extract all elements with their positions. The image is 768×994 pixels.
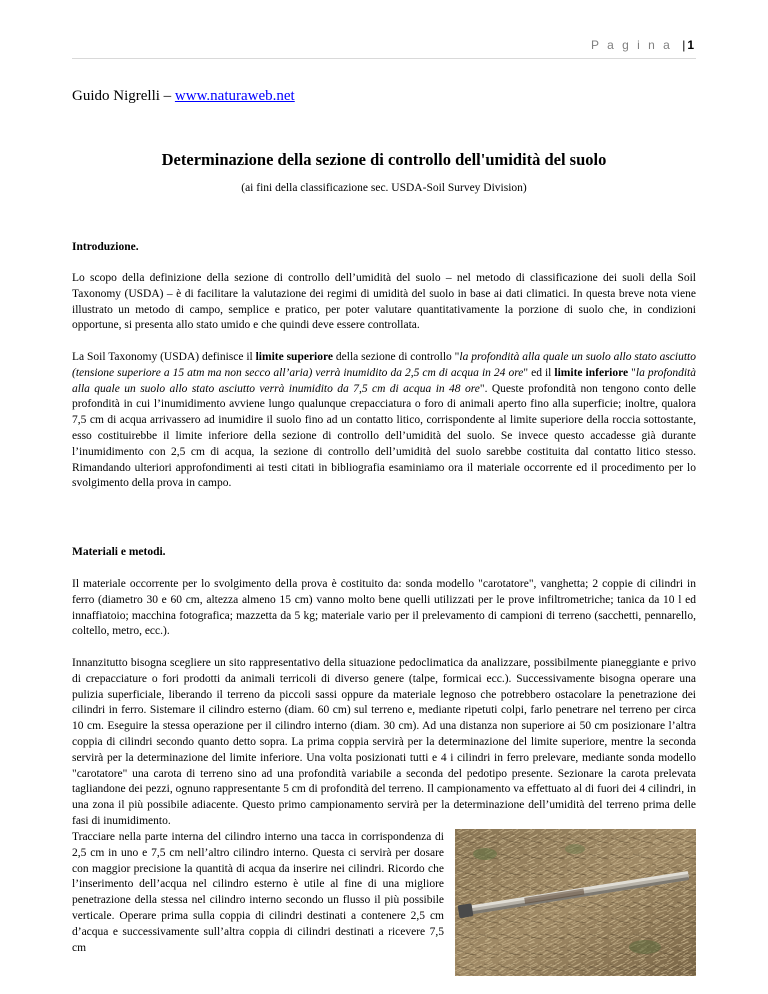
paragraph-text: Innanzitutto bisogna scegliere un sito rappresentativo della situazione pedoclimatica da analizzare, possibilmente pianeggiante e privo di crepacciature o fori prodotti da animali terricoli di diverso genere (talpe, formicai ecc.). Successivamente bisogna operare una pulizia superficiale, liberando il terreno da piccoli sassi oppure da materiale legnoso che potrebbero ostacolare la penetrazione dei cilindri in ferro. Sistemare il cilindro esterno (diam. 60 cm) sul terreno e, mediante ripetuti colpi, farlo penetrare nel terreno per circa 10 cm. Eseguire la stessa operazione per il cilindro interno (diam. 30 cm). Ad una distanza non superiore ai 50 cm posizionare l’altra coppia di cilindri secondo quanto detto sopra. La prima coppia servirà per la determinazione del limite superiore, mentre la seconda servirà per la determinazione del limite inferiore. Una volta posizionati tutti e 4 i cilindri in ferro prelevare, mediante sonda modello "carotatore" una carota di terreno sino ad una profondità variabile a seconda del pedotipo presente. Sezionare la carota prelevata tagliandone dei pezzi, ognuno rappresentante 5 cm di profondità del terreno. Il campionamento va effettuato al di fuori dei 4 cilindri, in una zona il più possibile adiacente. Questo primo campionamento servirà per la determinazione dell’umidità del terreno prima delle fasi di inumidimento. — [72, 657, 696, 827]
paragraph-intro-2 — [72, 350, 696, 492]
paragraph-text: Il materiale occorrente per lo svolgimento della prova è costituito da: sonda modello "carotatore", vanghetta; 2 coppie di cilindri in ferro (diametro 30 e 60 cm, altezza almeno 15 cm) vanno molto bene quelli utilizzati per le prove infiltrometriche; tanica da 10 l ed innaffiatoio; macchina fotografica; mazzetta da 5 kg; materiale vario per il prelevamento di campioni di terreno (sacchetti, pennarello, coltello, metro, ecc.). — [72, 578, 696, 638]
soil-photo-image — [455, 829, 696, 976]
definition-upper-limit: la profondità alla quale un suolo allo stato asciutto (tensione superiore a 15 atm ma non secco all’aria) verrà inumidito da 2,5 cm di acqua in 24 ore — [72, 351, 696, 379]
paragraph-text: Lo scopo della definizione della sezione di controllo dell’umidità del suolo – nel metodo di classificazione dei suoli della Soil Taxonomy (USDA) – è di facilitare la valutazione dei regimi di umidità del suolo in base ai dati climatici. In questa breve nota viene illustrato un metodo di campo, semplice e pratico, per poter valutare quantitativamente la porzione di suolo che, in condizioni opportune, si presenta allo stato umido e che quindi deve essere controllata. — [72, 272, 696, 332]
text-run: " — [628, 366, 636, 379]
text-run: " ed il — [523, 366, 555, 379]
author-name: Guido Nigrelli – — [72, 88, 175, 104]
page-header — [394, 38, 694, 52]
text-run: La Soil Taxonomy (USDA) definisce il — [72, 351, 256, 363]
text-run: della sezione di controllo " — [333, 351, 460, 363]
paragraph-cylinders — [72, 830, 444, 956]
term-upper-limit: limite superiore — [255, 351, 334, 363]
author-line — [72, 88, 295, 105]
text-run: ". Queste profondità non tengono conto delle profondità in cui l’inumidimento avviene lungo qualunque crepacciatura o foro di animali aperto fino alla superficie; inoltre, qualora 7,5 cm di acqua arrivassero ad inumidire il suolo fino ad un contatto litico, corrispondente al limite superiore della roccia sottostante, esso costituirebbe il limite inferiore della sezione di controllo dell’umidità del suolo. Se invece questo accadesse già durante l’inumidimento con 2,5 cm di acqua, la sezione di controllo dell’umidità del suolo sarebbe costituita dal contatto litico stesso. Rimandando ulteriori approfondimenti ai testi citati in bibliografia esaminiamo ora il materiale occorrente ed il procedimento per lo svolgimento della prova in campo. — [72, 382, 696, 490]
paragraph-materials — [72, 577, 696, 640]
section-heading-introduction: Introduzione. — [72, 241, 139, 253]
term-lower-limit: limite inferiore — [554, 366, 629, 379]
page-separator: | — [682, 38, 686, 52]
paragraph-text: Tracciare nella parte interna del cilindro interno una tacca in corrispondenza di 2,5 cm in uno e 7,5 cm nell’altro cilindro interno. Questa ci servirà per dosare con maggior precisione la quantità di acqua da inserire nei cilindri. Ricordo che l’inserimento dell’acqua nel cilindro esterno è utile al fine di una migliore penetrazione della stessa nel cilindro interno secondo un flusso il più possibile verticale. Operare prima sulla coppia di cilindri destinati a contenere 2,5 cm d’acqua e successivamente sull’altra coppia di cilindri destinati a ricevere 7,5 cm — [72, 831, 444, 954]
page-number: 1 — [687, 38, 694, 52]
document-title: Determinazione della sezione di controllo dell'umidità del suolo — [161, 150, 607, 169]
website-link[interactable]: www.naturaweb.net — [174, 88, 295, 104]
page-label: P a g i n a — [591, 38, 673, 52]
definition-lower-limit: la profondità alla quale un suolo allo stato asciutto verrà inumidito da 7,5 cm di acqua in 48 ore — [72, 366, 696, 395]
paragraph-intro-1 — [72, 271, 696, 334]
header-divider — [72, 58, 696, 59]
field-photo-soil-probe — [455, 829, 696, 976]
section-heading-methods: Materiali e metodi. — [72, 546, 166, 558]
document-subtitle: (ai fini della classificazione sec. USDA-Soil Survey Division) — [241, 182, 527, 194]
paragraph-text — [72, 350, 696, 492]
paragraph-procedure — [72, 656, 696, 830]
